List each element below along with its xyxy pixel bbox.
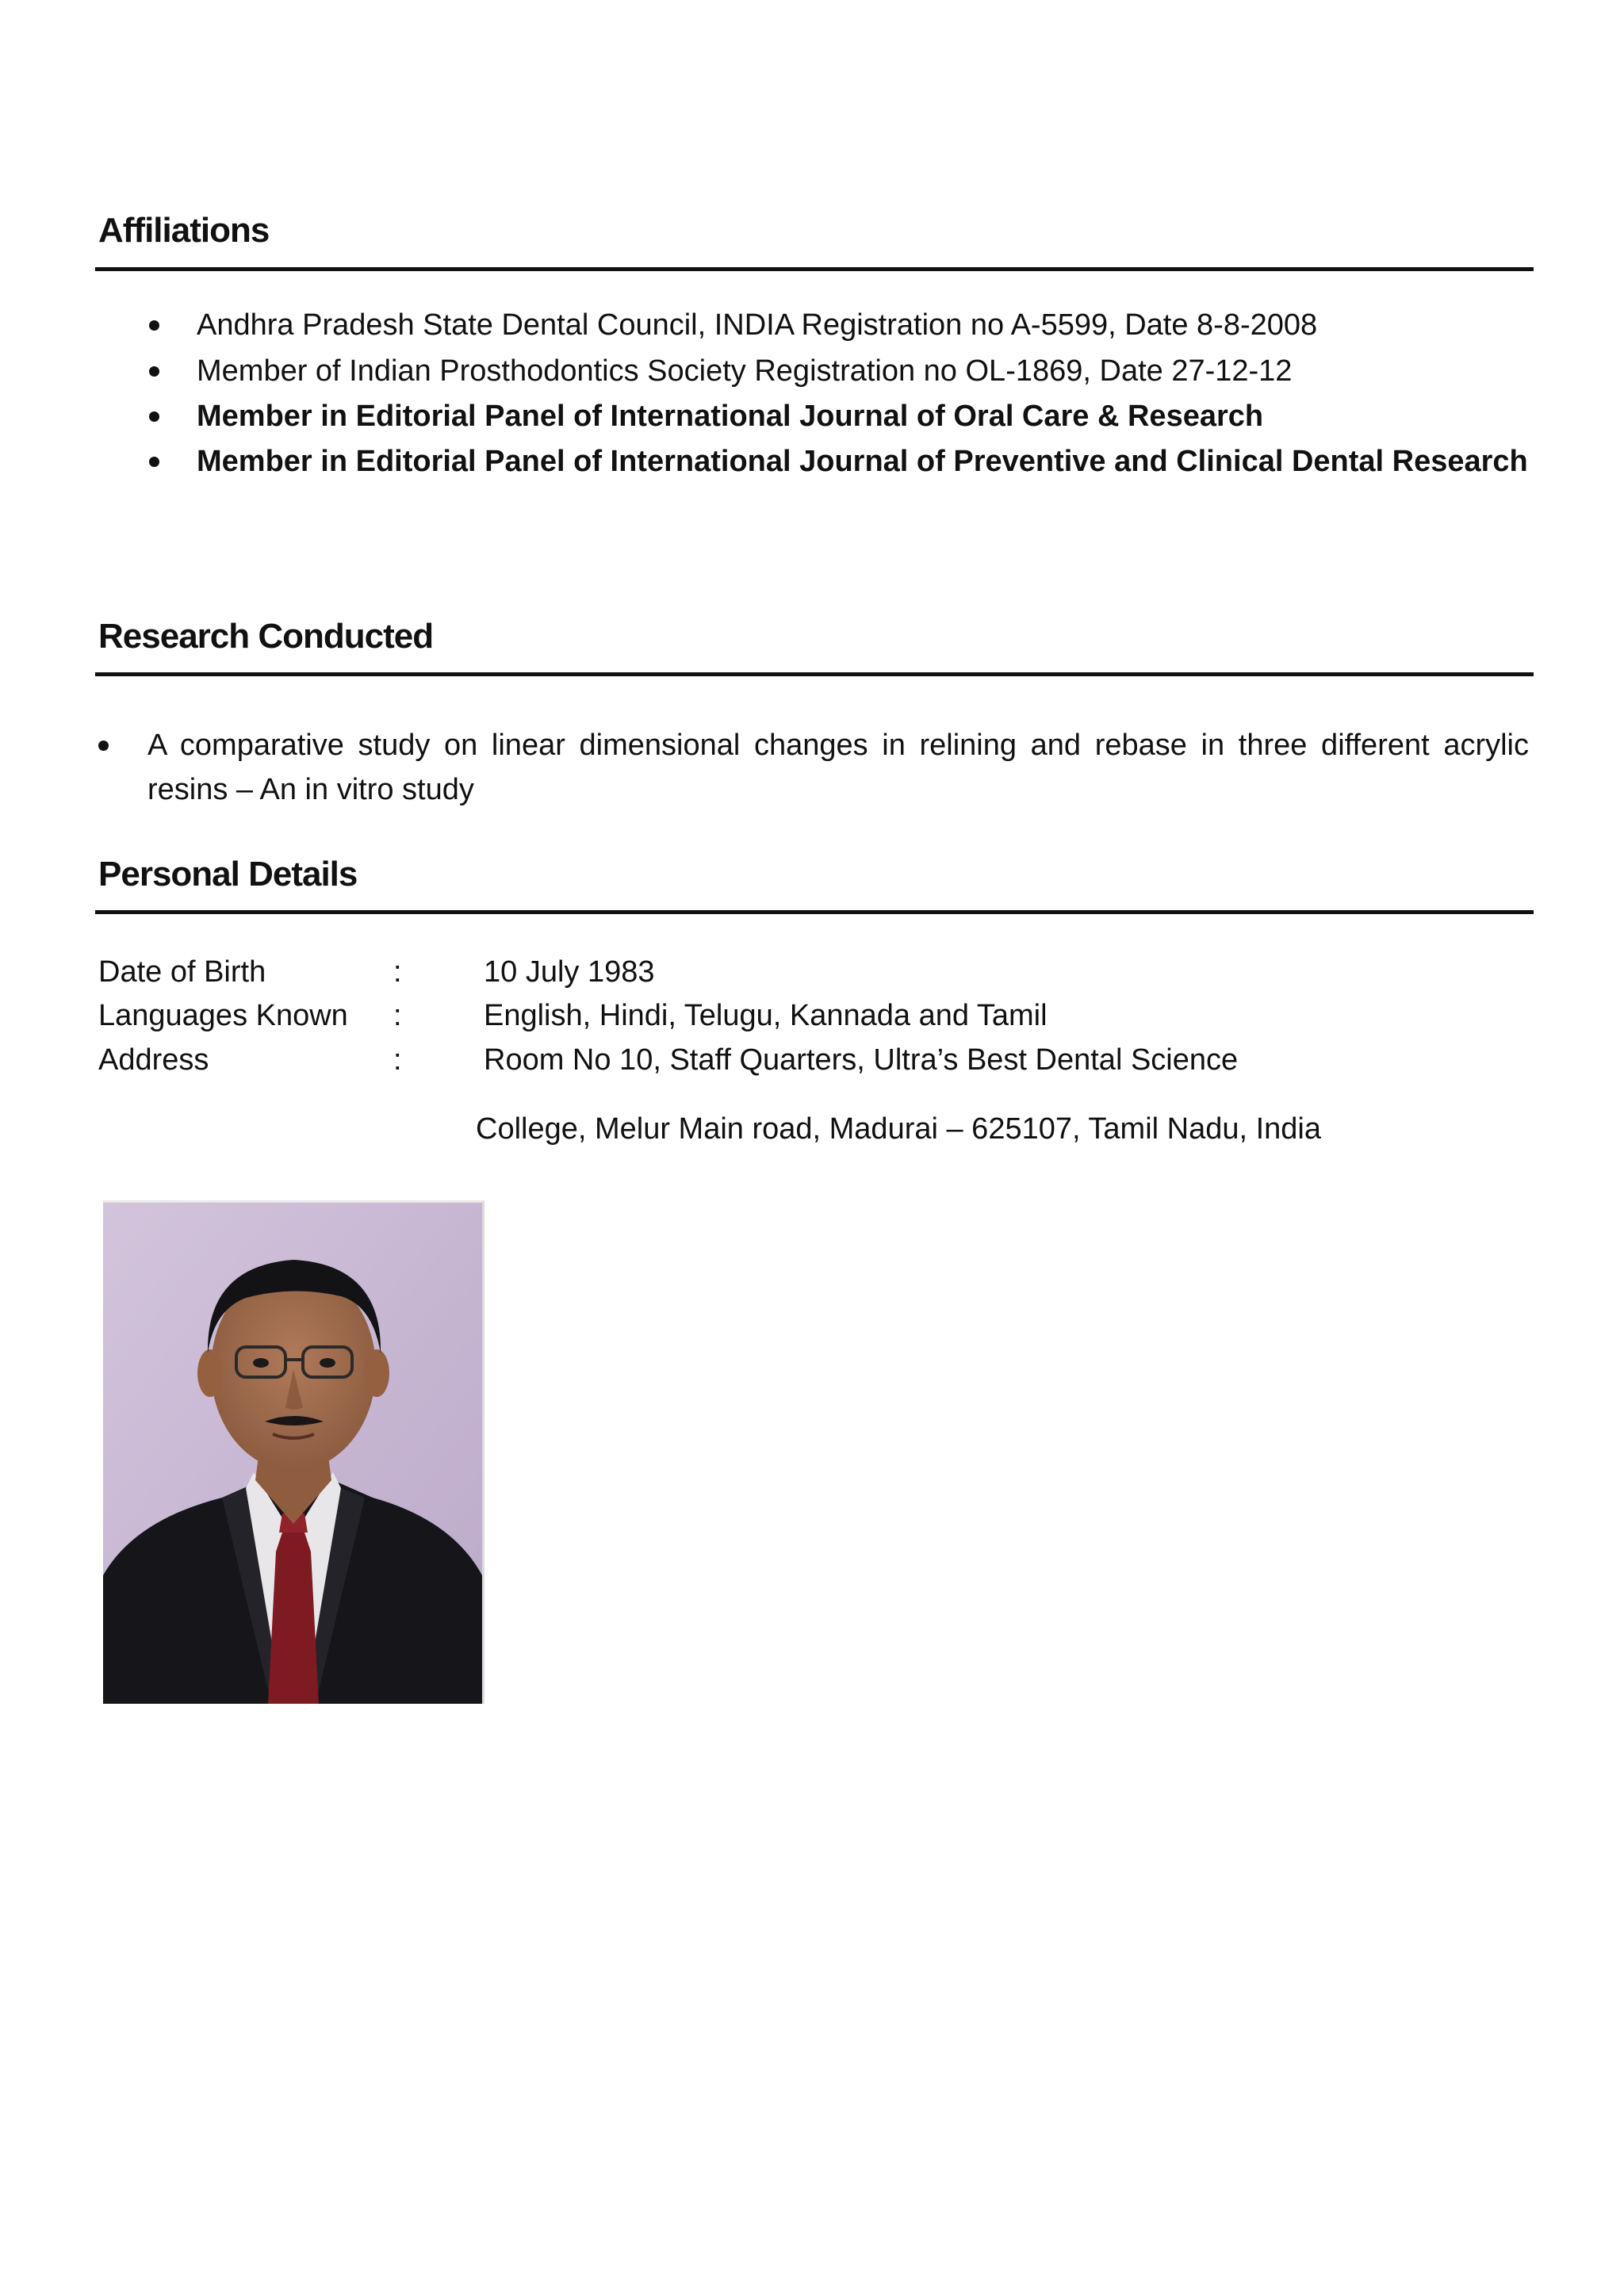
list-item bbox=[149, 349, 1529, 393]
profile-photo bbox=[103, 1200, 485, 1704]
affiliation-text: Andhra Pradesh State Dental Council, INDIA Registration no A-5599, Date 8-8-2008 bbox=[197, 308, 1318, 342]
affiliations-heading: Affiliations bbox=[98, 211, 270, 250]
research-rule bbox=[95, 672, 1534, 676]
personal-rule bbox=[95, 910, 1534, 914]
dob-value: 10 July 1983 bbox=[484, 955, 655, 989]
personal-heading: Personal Details bbox=[98, 855, 358, 894]
affiliation-text: Member of Indian Prosthodontics Society Registration no OL-1869, Date 27-12-12 bbox=[197, 354, 1293, 388]
languages-label: Languages Known bbox=[98, 999, 348, 1032]
research-heading: Research Conducted bbox=[98, 617, 434, 656]
list-item bbox=[149, 439, 1529, 484]
portrait-icon bbox=[103, 1203, 482, 1704]
address-line-2: College, Melur Main road, Madurai – 625107, Tamil Nadu, India bbox=[476, 1112, 1322, 1146]
languages-value: English, Hindi, Telugu, Kannada and Tamil bbox=[484, 999, 1048, 1032]
affiliation-text: Member in Editorial Panel of International Journal of Preventive and Clinical Dental Research bbox=[197, 445, 1528, 478]
research-text: A comparative study on linear dimensional changes in relining and rebase in three different acrylic resins – An in vitro study bbox=[147, 729, 1529, 806]
separator: : bbox=[393, 1043, 402, 1077]
address-label: Address bbox=[98, 1043, 209, 1077]
bullet-icon bbox=[98, 740, 109, 751]
affiliations-rule bbox=[95, 267, 1534, 271]
list-item bbox=[149, 303, 1529, 347]
separator: : bbox=[393, 955, 402, 989]
affiliation-text: Member in Editorial Panel of International Journal of Oral Care & Research bbox=[197, 400, 1264, 433]
list-item bbox=[98, 723, 1529, 812]
list-item bbox=[149, 394, 1529, 438]
bullet-icon bbox=[149, 366, 159, 377]
bullet-icon bbox=[149, 320, 159, 331]
address-line-1: Room No 10, Staff Quarters, Ultra’s Best Dental Science bbox=[484, 1043, 1239, 1077]
bullet-icon bbox=[149, 411, 159, 422]
dob-label: Date of Birth bbox=[98, 955, 266, 989]
separator: : bbox=[393, 999, 402, 1032]
bullet-icon bbox=[149, 457, 159, 467]
